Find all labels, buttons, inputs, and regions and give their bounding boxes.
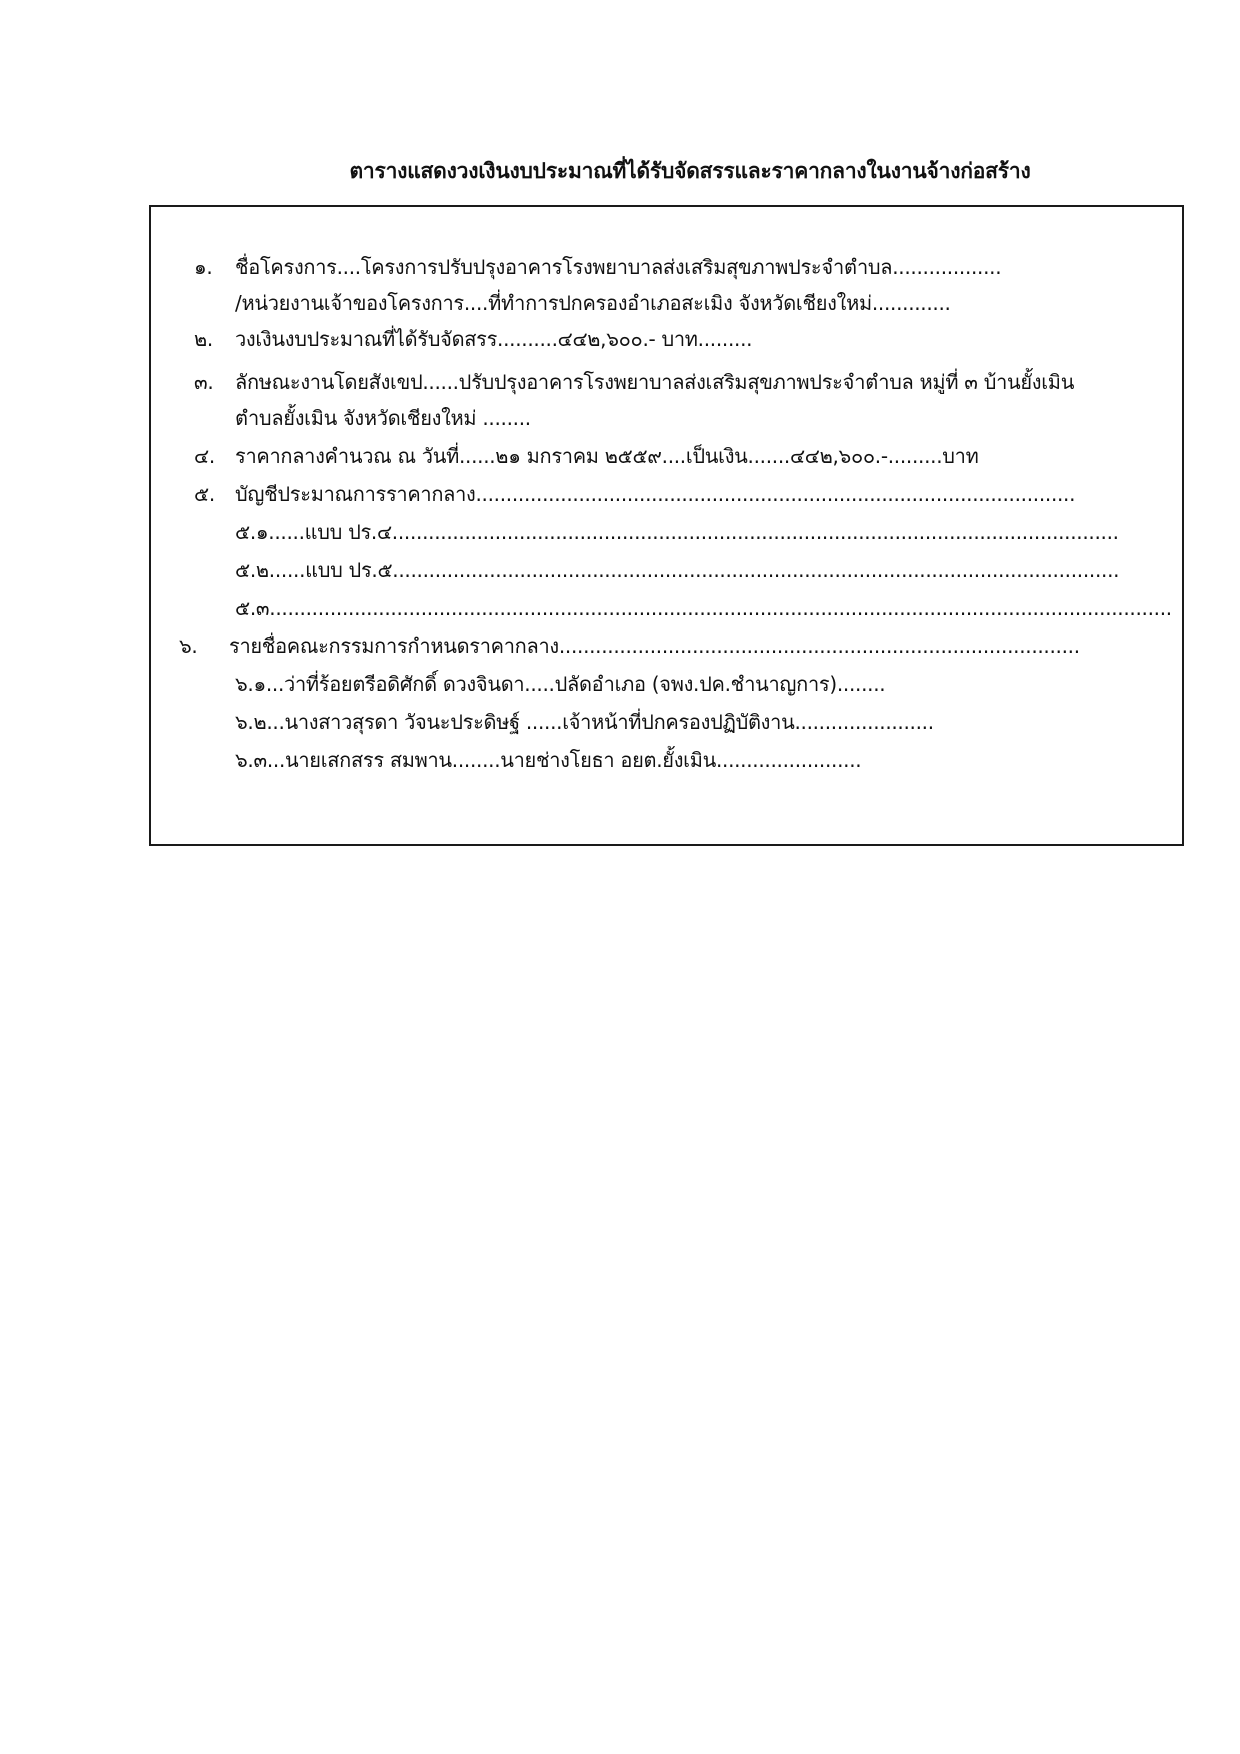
item-3 bbox=[151, 365, 1182, 399]
item-6-2 bbox=[151, 705, 1182, 739]
item-text: รายชื่อคณะกรรมการกำหนดราคากลาง...................................................................................... bbox=[229, 634, 1080, 658]
item-1-continuation bbox=[151, 286, 1182, 320]
item-text: บัญชีประมาณการราคากลาง................................................................................................... bbox=[235, 482, 1076, 506]
item-text: ตำบลยั้งเมิน จังหวัดเชียงใหม่ ........ bbox=[235, 406, 531, 430]
content-box bbox=[149, 205, 1184, 846]
item-5-3 bbox=[151, 591, 1182, 625]
item-5 bbox=[151, 477, 1182, 511]
item-5-1 bbox=[151, 515, 1182, 549]
item-5-2 bbox=[151, 553, 1182, 587]
item-text: ๖.๒...นางสาวสุรดา วัจนะประดิษฐ์ ......เจ้าหน้าที่ปกครองปฏิบัติงาน....................... bbox=[235, 710, 934, 734]
item-text: ลักษณะงานโดยสังเขป......ปรับปรุงอาคารโรงพยาบาลส่งเสริมสุขภาพประจำตำบล หมู่ที่ ๓ บ้านยั้งเมิน bbox=[235, 370, 1075, 394]
item-text: /หน่วยงานเจ้าของโครงการ....ที่ทำการปกครองอำเภอสะเมิง จังหวัดเชียงใหม่............. bbox=[235, 291, 951, 315]
item-text: ๕.๒......แบบ ปร.๕........................................................................................................................ bbox=[235, 558, 1120, 582]
item-1 bbox=[151, 250, 1182, 284]
item-text: ๕.๓..................................................................................................................................................... bbox=[235, 596, 1172, 620]
item-text: ราคากลางคำนวณ ณ วันที่......๒๑ มกราคม ๒๕๕๙....เป็นเงิน.......๔๔๒,๖๐๐.-.........บาท bbox=[235, 444, 979, 468]
item-6 bbox=[151, 629, 1182, 663]
item-number: ๒. bbox=[194, 327, 213, 351]
item-2 bbox=[151, 322, 1182, 356]
document-title: ตารางแสดงวงเงินงบประมาณที่ได้รับจัดสรรและราคากลางในงานจ้างก่อสร้าง bbox=[349, 159, 1031, 183]
item-text: ชื่อโครงการ....โครงการปรับปรุงอาคารโรงพยาบาลส่งเสริมสุขภาพประจำตำบล.................. bbox=[235, 255, 1002, 279]
item-3-continuation bbox=[151, 401, 1182, 435]
item-number: ๓. bbox=[194, 370, 214, 394]
item-text: ๖.๑...ว่าที่ร้อยตรีอดิศักดิ์ ดวงจินดา.....ปลัดอำเภอ (จพง.ปค.ชำนาญการ)........ bbox=[235, 672, 886, 696]
item-number: ๔. bbox=[194, 444, 215, 468]
item-text: ๕.๑......แบบ ปร.๔........................................................................................................................ bbox=[235, 520, 1119, 544]
item-text: วงเงินงบประมาณที่ได้รับจัดสรร..........๔๔๒,๖๐๐.- บาท......... bbox=[235, 327, 753, 351]
item-text: ๖.๓...นายเสกสรร สมพาน........นายช่างโยธา อยต.ยั้งเมิน........................ bbox=[235, 748, 862, 772]
item-number: ๕. bbox=[194, 482, 215, 506]
item-4 bbox=[151, 439, 1182, 473]
item-number: ๖. bbox=[179, 634, 198, 658]
item-number: ๑. bbox=[194, 255, 213, 279]
item-6-3 bbox=[151, 743, 1182, 777]
item-6-1 bbox=[151, 667, 1182, 701]
